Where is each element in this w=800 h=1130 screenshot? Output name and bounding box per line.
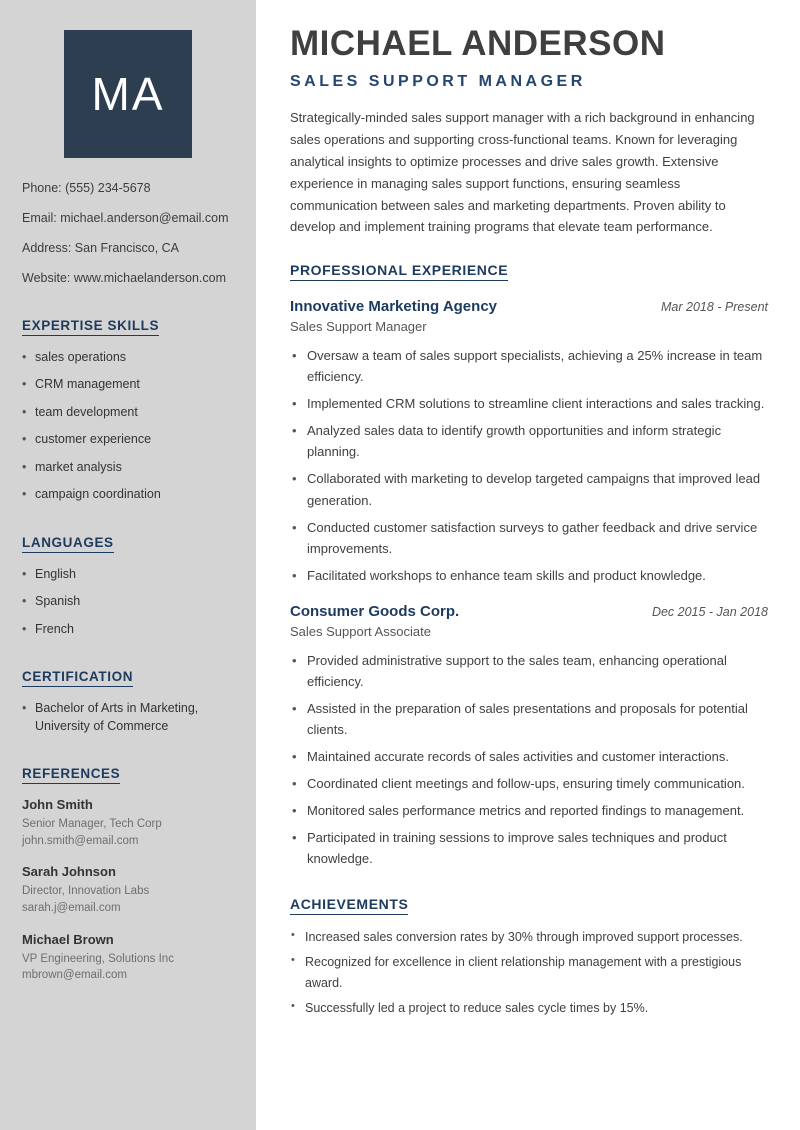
job-role: Sales Support Manager <box>290 319 427 335</box>
job-bullet: • Analyzed sales data to identify growth opportunities and inform strategic planning. <box>290 420 768 462</box>
job-bullet: • Provided administrative support to the sales team, enhancing operational efficiency. <box>290 650 768 692</box>
reference-name: Michael Brown <box>22 931 114 947</box>
achievement-item: • Increased sales conversion rates by 30% through improved support processes. <box>290 927 768 947</box>
reference-item <box>22 797 234 849</box>
job-bullets <box>290 650 768 869</box>
skill-item: • CRM management <box>22 376 234 394</box>
skill-item: • campaign coordination <box>22 486 234 504</box>
skill-item: • customer experience <box>22 431 234 449</box>
skill-item: • sales operations <box>22 349 234 367</box>
reference-email: john.smith@email.com <box>22 834 139 847</box>
job-dates: Mar 2018 - Present <box>661 300 768 315</box>
contact-phone: Phone: (555) 234-5678 <box>22 181 151 195</box>
job-bullet: • Facilitated workshops to enhance team skills and product knowledge. <box>290 565 768 586</box>
contact-address: Address: San Francisco, CA <box>22 240 180 255</box>
job-bullet: • Monitored sales performance metrics and reported findings to management. <box>290 800 768 821</box>
job-bullets <box>290 345 768 585</box>
monogram-initials: MA <box>91 68 165 120</box>
job-header <box>290 603 768 620</box>
certification-section <box>22 668 234 735</box>
languages-list <box>22 566 234 639</box>
language-item: • English <box>22 566 234 584</box>
achievement-item: • Successfully led a project to reduce sales cycle times by 15%. <box>290 998 768 1018</box>
references-section <box>22 765 234 984</box>
job-bullet: • Coordinated client meetings and follow-ups, ensuring timely communication. <box>290 773 768 794</box>
candidate-headline: SALES SUPPORT MANAGER <box>290 73 586 91</box>
reference-role: Senior Manager, Tech Corp <box>22 818 162 830</box>
contact-block <box>22 180 234 287</box>
job-role: Sales Support Associate <box>290 623 431 639</box>
job-dates: Dec 2015 - Jan 2018 <box>651 604 768 619</box>
job-company: Consumer Goods Corp. <box>290 602 460 620</box>
achievements-section <box>290 896 768 1018</box>
job-bullet: • Oversaw a team of sales support specialists, achieving a 25% increase in team efficiency. <box>290 345 768 387</box>
candidate-name: MICHAEL ANDERSON <box>290 24 666 63</box>
references-list <box>22 797 234 984</box>
certification-heading: CERTIFICATION <box>22 669 133 687</box>
certification-list <box>22 700 234 735</box>
reference-name: Sarah Johnson <box>22 864 116 880</box>
achievement-item: • Recognized for excellence in client relationship management with a prestigious award. <box>290 952 768 993</box>
reference-role: Director, Innovation Labs <box>22 885 150 898</box>
achievements-heading: ACHIEVEMENTS <box>290 896 408 915</box>
job-entry <box>290 603 768 869</box>
languages-section <box>22 534 234 639</box>
skills-section <box>22 317 234 504</box>
reference-role: VP Engineering, Solutions Inc <box>22 952 174 965</box>
reference-name: John Smith <box>22 797 93 812</box>
contact-website: Website: www.michaelanderson.com <box>22 270 227 285</box>
language-item: • French <box>22 621 234 639</box>
job-bullet: • Collaborated with marketing to develop targeted campaigns that improved lead generation. <box>290 468 768 510</box>
languages-heading: LANGUAGES <box>22 535 114 553</box>
reference-email: mbrown@email.com <box>22 969 127 982</box>
job-bullet: • Participated in training sessions to improve sales techniques and product knowledge. <box>290 827 768 869</box>
skills-list <box>22 349 234 504</box>
sidebar <box>0 0 256 1130</box>
job-entry <box>290 298 768 585</box>
language-item: • Spanish <box>22 593 234 611</box>
certification-item: • Bachelor of Arts in Marketing, University of Commerce <box>22 700 234 735</box>
job-header <box>290 298 768 315</box>
experience-section <box>290 262 768 869</box>
skill-item: • market analysis <box>22 459 234 477</box>
achievements-list <box>290 927 768 1018</box>
references-heading: REFERENCES <box>22 766 120 784</box>
experience-heading: PROFESSIONAL EXPERIENCE <box>290 262 508 281</box>
summary-paragraph: Strategically-minded sales support manager with a rich background in enhancing sales operations and supporting cross-functional teams. Known for leveraging analytical insights to optimize processes and drive sales growth. Extensive experience in managing sales support functions, ensuring seamless communication between sales and marketing departments. Proven ability to develop and implement training programs that elevate team performance. <box>290 110 755 235</box>
job-bullet: • Implemented CRM solutions to streamline client interactions and sales tracking. <box>290 393 768 414</box>
skill-item: • team development <box>22 404 234 422</box>
reference-email: sarah.j@email.com <box>22 902 121 915</box>
monogram-badge <box>64 30 192 158</box>
main-column <box>256 0 800 1130</box>
reference-item <box>22 864 234 916</box>
reference-item <box>22 932 234 984</box>
skills-heading: EXPERTISE SKILLS <box>22 318 159 336</box>
job-bullet: • Conducted customer satisfaction surveys to gather feedback and drive service improvements. <box>290 517 768 559</box>
contact-email: Email: michael.anderson@email.com <box>22 210 229 225</box>
job-company: Innovative Marketing Agency <box>290 298 497 316</box>
job-bullet: • Maintained accurate records of sales activities and customer interactions. <box>290 746 768 767</box>
job-bullet: • Assisted in the preparation of sales presentations and proposals for potential clients. <box>290 698 768 740</box>
